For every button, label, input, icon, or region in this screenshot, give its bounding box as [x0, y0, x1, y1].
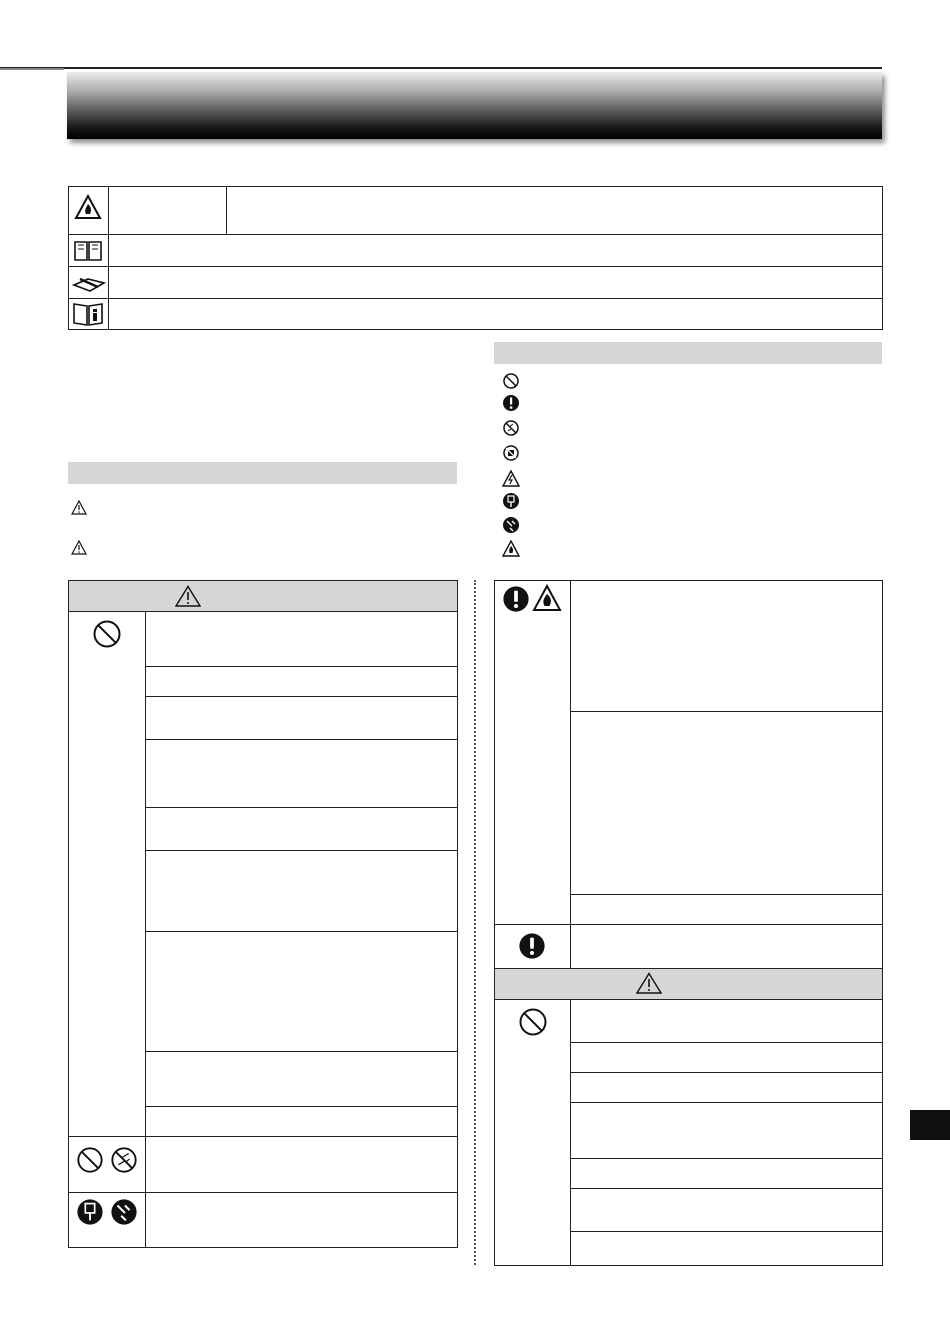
no-water-icon	[502, 419, 520, 437]
page-banner	[67, 72, 882, 139]
caution-triangle-icon	[71, 500, 87, 515]
top-rule-accent	[0, 68, 64, 70]
right-caution-header	[495, 969, 882, 999]
left-table-header	[69, 581, 457, 611]
prohibited-icon	[502, 372, 520, 390]
flammable-icon	[532, 584, 562, 612]
flammable-icon	[502, 540, 520, 557]
unplug-icon	[76, 1198, 104, 1226]
book-service-icon	[72, 271, 106, 293]
prohibited-icon	[76, 1146, 104, 1174]
ground-icon	[502, 516, 520, 534]
electric-hazard-icon	[502, 470, 520, 487]
legend-table	[68, 186, 883, 330]
exclamation-icon	[502, 585, 530, 613]
ground-icon	[110, 1198, 138, 1226]
right-warning-table	[494, 580, 883, 1266]
prohibited-icon	[518, 1007, 548, 1037]
unplug-icon	[502, 492, 520, 510]
warning-section-header	[68, 462, 457, 484]
prohibited-icon	[92, 619, 122, 649]
caution-triangle-icon	[175, 585, 201, 607]
caution-triangle-icon	[636, 972, 662, 994]
column-divider	[474, 580, 476, 1265]
top-rule	[0, 67, 882, 69]
no-water-icon	[110, 1146, 138, 1174]
no-wet-hands-icon	[502, 444, 520, 462]
symbols-section-header	[494, 342, 882, 364]
open-book-icon	[73, 238, 103, 262]
exclamation-icon	[502, 394, 520, 412]
caution-triangle-icon	[71, 540, 87, 555]
fire-warning-icon	[74, 194, 102, 220]
exclamation-icon	[518, 932, 546, 960]
page-edge-tab	[910, 1110, 950, 1140]
book-info-icon	[72, 301, 104, 327]
